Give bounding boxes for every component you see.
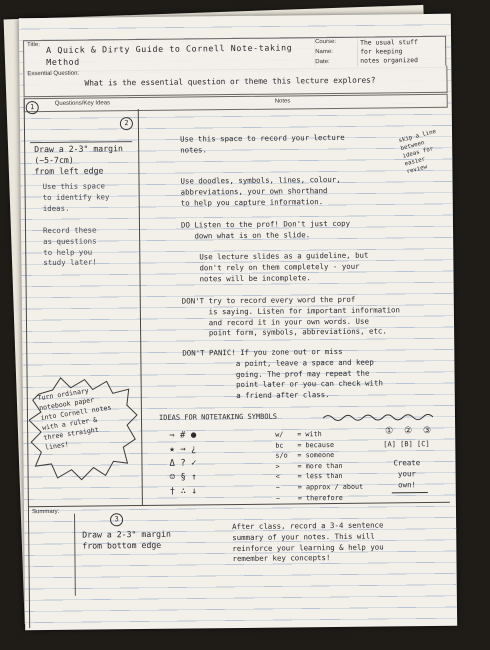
doodles-tip: Use doodles, symbols, lines, colour, abbreviations, your own shorthand to help you capture information. — [180, 174, 341, 208]
notes-header: Notes — [274, 98, 291, 105]
left-margin-instruction: Draw a 2-3" margin (~5-7cm) from left edge — [34, 143, 123, 176]
summary-divider — [28, 502, 450, 507]
questions-tip: Record these as questions to help you study later! — [42, 225, 97, 268]
create-own-underline — [392, 492, 428, 493]
wavy-underline — [323, 412, 433, 423]
abbreviation-row: < = less than — [275, 472, 343, 481]
abbreviation-row: > = more than — [275, 461, 343, 471]
summary-tip: After class, record a 3-4 sentence summary of your notes. This will reinforce your learning & help you remember key concepts! — [232, 520, 384, 564]
boxed-letters: [A] [B] [C] — [383, 440, 430, 449]
essential-question-box — [23, 66, 447, 97]
abbreviation-row: ~ = approx / about — [275, 482, 364, 492]
questions-header: Questions/Key Ideas — [54, 100, 111, 107]
create-own-tip: Create your own! — [393, 458, 421, 489]
header-side-note: The usual stuff for keeping notes organized — [360, 38, 419, 65]
abbreviation-row: s/o = someone — [275, 451, 335, 460]
abbreviation-row: bc = because — [275, 440, 335, 450]
dont-record-tip: DON'T try to record every word the prof is saying. Listen for important information and record it in your own words. Use point form, symbols, abbreviations, etc. — [181, 294, 400, 338]
course-label: Course: — [315, 38, 337, 46]
essential-question-value: What is the essential question or theme this lecture explores? — [84, 75, 376, 88]
bottom-margin-instruction: Draw a 2-3" margin from bottom edge — [82, 528, 172, 551]
summary-label: Summary: — [31, 508, 60, 516]
wavy-line — [323, 414, 433, 420]
abbreviation-row: ~ = therefore — [275, 493, 343, 503]
symbols-heading: IDEAS FOR NOTETAKING SYMBOLS — [158, 412, 278, 422]
meta-values-box — [357, 36, 446, 69]
circled-letters: ① ② ③ — [385, 425, 432, 437]
glyph-row: ☺ § ↑ — [169, 472, 197, 483]
glyph-row: ★ → ¿ — [169, 444, 197, 455]
record-notes-tip: Use this space to record your lecture notes. — [180, 132, 345, 155]
meta-box — [313, 37, 358, 69]
glyph-row: ⇒ # ● — [169, 430, 197, 441]
essential-question-label: Essential Question: — [27, 70, 80, 78]
left-page-edge — [24, 98, 31, 628]
glyph-row: Δ ? ✓ — [169, 458, 197, 469]
abbreviation-row: w/ = with — [275, 430, 322, 439]
bottom-margin-arrow — [74, 514, 76, 596]
step-two-marker: 2 — [120, 117, 133, 130]
symbol-glyph-rows — [169, 428, 197, 498]
key-ideas-tip: Use this space to identify key ideas. — [42, 181, 110, 213]
glyph-row: † ∴ ↓ — [169, 486, 197, 497]
title-label: Title: — [27, 42, 40, 49]
slides-tip: Use lecture slides as a guideline, but don't rely on them completely - your notes will be incomplete. — [199, 250, 369, 283]
title-value: A Quick & Dirty Guide to Cornell Note-taking Method — [46, 42, 293, 67]
step-one-marker: 1 — [26, 101, 39, 114]
abbreviation-list — [275, 429, 363, 504]
do-listen-tip: DO Listen to the prof! Don't just copy down what is on the slide. — [180, 218, 351, 241]
name-label: Name: — [315, 48, 333, 56]
date-label: Date: — [315, 59, 330, 66]
dont-panic-tip: DON'T PANIC! If you zone out or miss a point, leave a space and keep going. The prof may repeat the point later or you can check with a friend after class. — [182, 346, 383, 401]
notebook-tip: Turn ordinary notebook paper into Cornell notes with a ruler & three straight lines! — [37, 386, 112, 452]
skip-line-tip: skip a line between ideas for easier review — [398, 128, 437, 176]
step-three-marker: 3 — [110, 513, 123, 526]
cornell-notes-page — [19, 14, 457, 630]
